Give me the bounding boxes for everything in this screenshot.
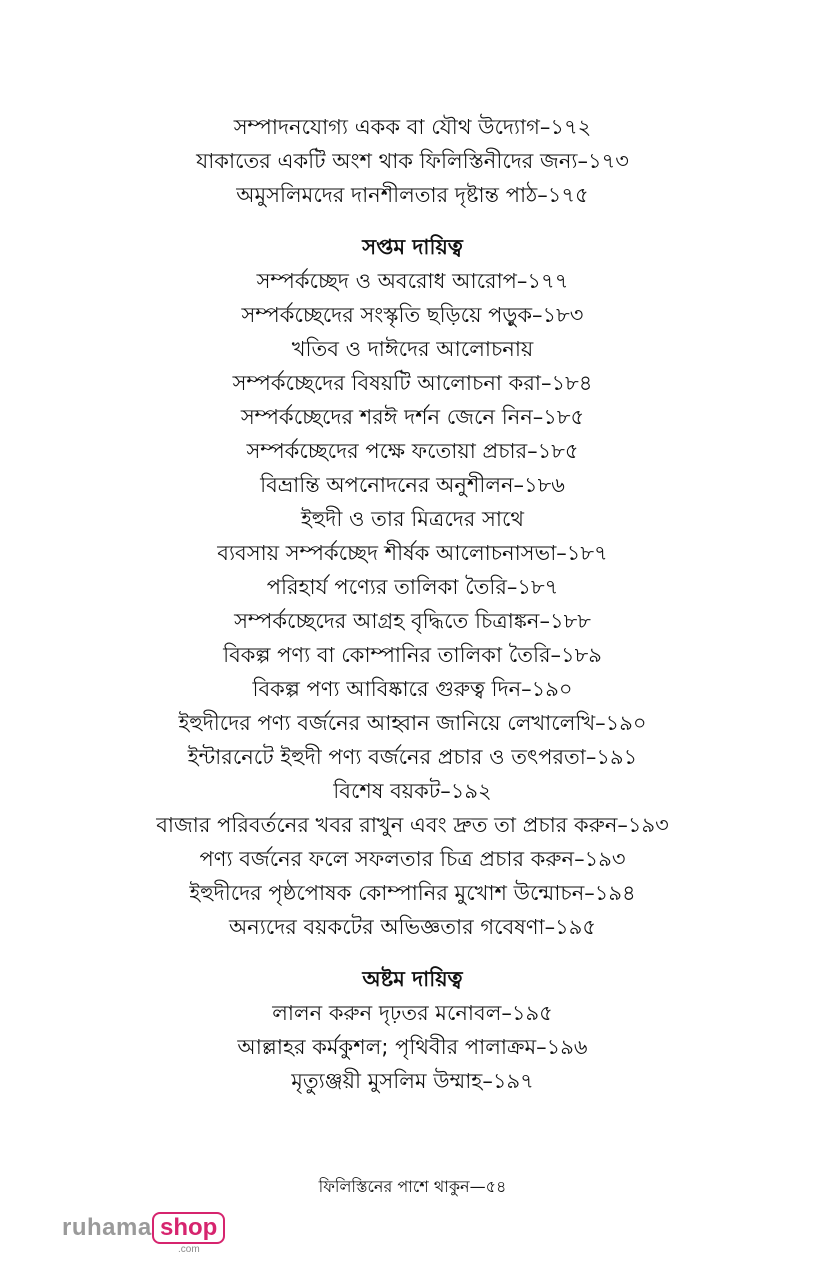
toc-entry: ইহুদীদের পৃষ্ঠপোষক কোম্পানির মুখোশ উন্মোচন–১৯৪ [189, 881, 636, 905]
toc-entry: বিশেষ বয়কট–১৯২ [333, 779, 492, 803]
toc-entry: সম্পর্কচ্ছেদের সংস্কৃতি ছড়িয়ে পড়ুক–১৮৩ [241, 303, 584, 327]
toc-entry: বিকল্প পণ্য বা কোম্পানির তালিকা তৈরি–১৮৯ [223, 643, 602, 667]
toc-entry: সম্পর্কচ্ছেদের শরঈ দর্শন জেনে নিন–১৮৫ [240, 405, 585, 429]
section-heading-seventh: সপ্তম দায়িত্ব [362, 235, 463, 259]
toc-entry: ইহুদীদের পণ্য বর্জনের আহ্বান জানিয়ে লেখালেখি–১৯০ [178, 711, 647, 735]
page-footer-running-title: ফিলিস্তিনের পাশে থাকুন—৫৪ [318, 1177, 507, 1196]
toc-entry: ইন্টারনেটে ইহুদী পণ্য বর্জনের প্রচার ও তৎপরতা–১৯১ [187, 745, 638, 769]
toc-entry: অন্যদের বয়কটের অভিজ্ঞতার গবেষণা–১৯৫ [228, 915, 597, 939]
toc-entry: খতিব ও দাঈদের আলোচনায় [291, 337, 534, 361]
toc-entry: বিভ্রান্তি অপনোদনের অনুশীলন–১৮৬ [260, 473, 565, 497]
toc-group-eighth [0, 996, 825, 1098]
toc-entry: আল্লাহর কর্মকুশল; পৃথিবীর পালাক্রম–১৯৬ [237, 1035, 588, 1059]
toc-entry: বাজার পরিবর্তনের খবর রাখুন এবং দ্রুত তা প্রচার করুন–১৯৩ [156, 813, 669, 837]
toc-entry: পণ্য বর্জনের ফলে সফলতার চিত্র প্রচার করুন–১৯৩ [199, 847, 626, 871]
toc-group-seventh [0, 264, 825, 944]
toc-group-continued [0, 110, 825, 212]
toc-entry: যাকাতের একটি অংশ থাক ফিলিস্তিনীদের জন্য–১৭৩ [196, 149, 629, 173]
toc-entry: সম্পর্কচ্ছেদের পক্ষে ফতোয়া প্রচার–১৮৫ [246, 439, 579, 463]
ruhamashop-logo [62, 1212, 232, 1260]
toc-entry: ইহুদী ও তার মিত্রদের সাথে [300, 507, 525, 531]
logo-text-ruhama: ruhama [62, 1214, 152, 1241]
toc-entry: সম্পর্কচ্ছেদের আগ্রহ বৃদ্ধিতে চিত্রাঙ্কন–১৮৮ [234, 609, 591, 633]
logo-text-shop: shop [152, 1212, 225, 1244]
table-of-contents [0, 110, 825, 1098]
toc-entry: সম্পাদনযোগ্য একক বা যৌথ উদ্যোগ–১৭২ [233, 115, 592, 139]
toc-entry: ব্যবসায় সম্পর্কচ্ছেদ শীর্ষক আলোচনাসভা–১৮৭ [217, 541, 608, 565]
toc-entry: পরিহার্য পণ্যের তালিকা তৈরি–১৮৭ [266, 575, 559, 599]
logo-text-com: .com [178, 1244, 200, 1255]
toc-entry: সম্পর্কচ্ছেদের বিষয়টি আলোচনা করা–১৮৪ [232, 371, 593, 395]
toc-entry: বিকল্প পণ্য আবিষ্কারে গুরুত্ব দিন–১৯০ [252, 677, 573, 701]
toc-entry: মৃত্যুঞ্জয়ী মুসলিম উম্মাহ–১৯৭ [291, 1069, 534, 1093]
section-heading-eighth: অষ্টম দায়িত্ব [362, 967, 463, 991]
toc-entry: অমুসলিমদের দানশীলতার দৃষ্টান্ত পাঠ–১৭৫ [236, 183, 589, 207]
toc-entry: লালন করুন দৃঢ়তর মনোবল–১৯৫ [272, 1001, 553, 1025]
toc-entry: সম্পর্কচ্ছেদ ও অবরোধ আরোপ–১৭৭ [256, 269, 569, 293]
